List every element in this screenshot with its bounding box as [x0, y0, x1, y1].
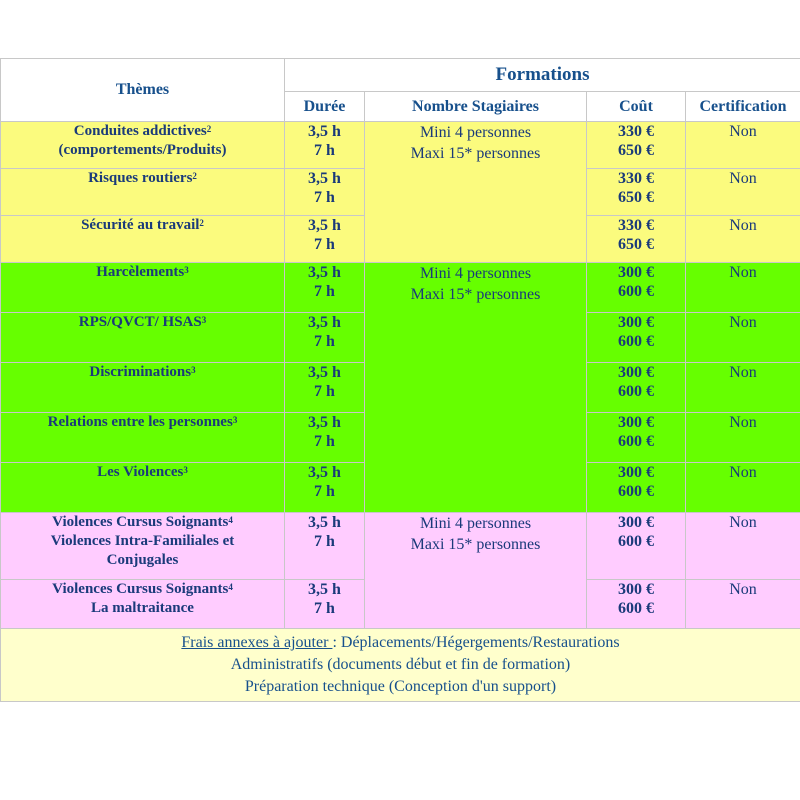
cost-cell: 300 € 600 € — [587, 363, 686, 413]
cost-cell: 300 € 600 € — [587, 580, 686, 629]
header-cout: Coût — [587, 92, 686, 122]
cost-cell: 330 € 650 € — [587, 169, 686, 216]
footer-note: Frais annexes à ajouter : Déplacements/Hégergements/Restaurations Administratifs (documents début et fin de formation) Préparation technique (Conception d'un support) — [1, 629, 800, 702]
footer-label: Frais annexes à ajouter — [181, 634, 333, 651]
cost-cell: 300 € 600 € — [587, 513, 686, 580]
certification-cell: Non — [686, 122, 800, 169]
certification-cell: Non — [686, 580, 800, 629]
theme-cell: Harcèlements$^3$ — [1, 263, 285, 313]
certification-cell: Non — [686, 169, 800, 216]
theme-cell: RPS/QVCT/ HSAS$^3$ — [1, 313, 285, 363]
duration-cell: 3,5 h 7 h — [285, 363, 365, 413]
participants-cell: Mini 4 personnes Maxi 15* personnes — [365, 122, 587, 263]
certification-cell: Non — [686, 463, 800, 513]
cost-cell: 300 € 600 € — [587, 413, 686, 463]
theme-cell: Conduites addictives$^2$ (comportements/Produits) — [1, 122, 285, 169]
theme-cell: Risques routiers$^2$ — [1, 169, 285, 216]
table-row — [1, 122, 800, 169]
header-formations: Formations — [285, 59, 800, 92]
duration-cell: 3,5 h 7 h — [285, 413, 365, 463]
cost-cell: 330 € 650 € — [587, 122, 686, 169]
theme-cell: Les Violences$^3$ — [1, 463, 285, 513]
duration-cell: 3,5 h 7 h — [285, 513, 365, 580]
cost-cell: 330 € 650 € — [587, 216, 686, 263]
duration-cell: 3,5 h 7 h — [285, 169, 365, 216]
theme-cell: Discriminations$^3$ — [1, 363, 285, 413]
duration-cell: 3,5 h 7 h — [285, 216, 365, 263]
theme-cell: Relations entre les personnes$^3$ — [1, 413, 285, 463]
duration-cell: 3,5 h 7 h — [285, 122, 365, 169]
theme-cell: Sécurité au travail$^2$ — [1, 216, 285, 263]
participants-cell: Mini 4 personnes Maxi 15* personnes — [365, 513, 587, 629]
theme-cell: Violences Cursus Soignants$^4$ Violences Intra-Familiales et Conjugales — [1, 513, 285, 580]
table-row — [1, 513, 800, 580]
duration-cell: 3,5 h 7 h — [285, 313, 365, 363]
header-nombre-stagiaires: Nombre Stagiaires — [365, 92, 587, 122]
duration-cell: 3,5 h 7 h — [285, 580, 365, 629]
cost-cell: 300 € 600 € — [587, 263, 686, 313]
certification-cell: Non — [686, 313, 800, 363]
header-certification: Certification — [686, 92, 800, 122]
participants-cell: Mini 4 personnes Maxi 15* personnes — [365, 263, 587, 513]
certification-cell: Non — [686, 513, 800, 580]
table-row — [1, 263, 800, 313]
header-duree: Durée — [285, 92, 365, 122]
footer-row — [1, 629, 800, 702]
certification-cell: Non — [686, 363, 800, 413]
duration-cell: 3,5 h 7 h — [285, 463, 365, 513]
certification-cell: Non — [686, 263, 800, 313]
duration-cell: 3,5 h 7 h — [285, 263, 365, 313]
certification-cell: Non — [686, 216, 800, 263]
cost-cell: 300 € 600 € — [587, 463, 686, 513]
theme-cell: Violences Cursus Soignants$^4$ La maltraitance — [1, 580, 285, 629]
training-table — [0, 58, 800, 702]
certification-cell: Non — [686, 413, 800, 463]
header-themes: Thèmes — [1, 59, 285, 122]
cost-cell: 300 € 600 € — [587, 313, 686, 363]
